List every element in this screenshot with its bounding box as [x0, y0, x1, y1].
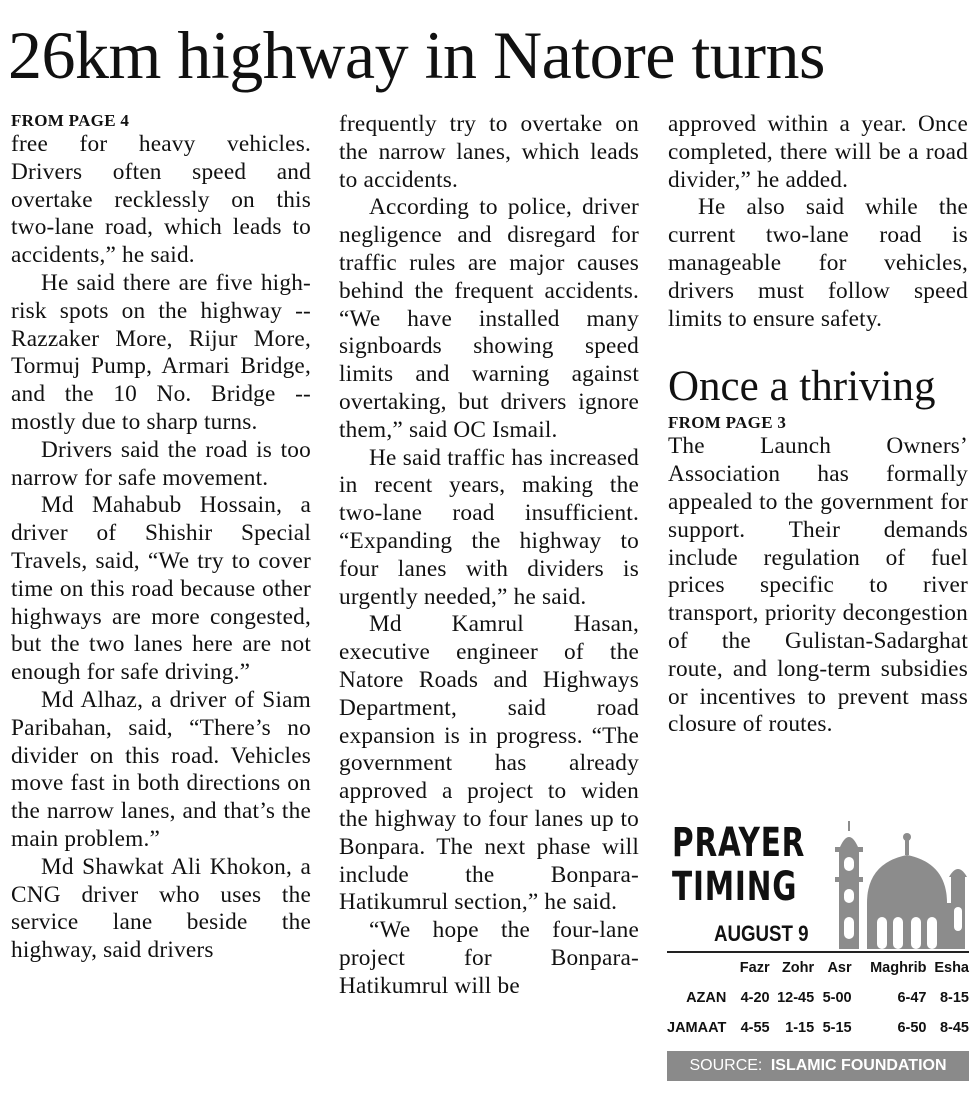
paragraph: Md Mahabub Hossain, a driver of Shishir Special Travels, said, “We try to cover time on this road because other highways are more congested, but the two lanes here are not enough for safe driving.”	[11, 492, 311, 686]
prayer-time: 5-15	[822, 1020, 852, 1036]
prayer-timing-box	[667, 817, 969, 1085]
paragraph: He also said while the current two-lane road is manageable for vehicles, drivers must follow speed limits to ensure safety.	[668, 194, 968, 332]
prayer-time: 1-15	[785, 1020, 815, 1036]
headline: 26km highway in Natore turns	[8, 17, 825, 93]
prayer-time: 12-45	[777, 990, 815, 1006]
row-label: AZAN	[686, 990, 727, 1006]
prayer-time: 5-00	[822, 990, 852, 1006]
prayer-time: 6-50	[897, 1020, 927, 1036]
paragraph: He said there are five high-risk spots on the highway -- Razzaker More, Rijur More, Tormuj Pump, Armari Bridge, and the 10 No. Bridge -- mostly due to sharp turns.	[11, 269, 311, 435]
source-bar	[667, 1051, 969, 1081]
paragraph: Md Kamrul Hasan, executive engineer of the Natore Roads and Highways Department, said road expansion is in progress. “The government has already approved a project to widen the highway to four lanes up to Bonpara. The next phase will include the Bonpara-Hatikumrul section,” he said.	[339, 611, 639, 916]
table-header: Zohr	[781, 960, 815, 976]
mosque-icon	[827, 817, 969, 951]
row-label: JAMAAT	[667, 1020, 727, 1036]
paragraph: Drivers said the road is too narrow for safe movement.	[11, 436, 311, 491]
table-header: Asr	[827, 960, 852, 976]
prayer-time: 8-45	[939, 1020, 969, 1036]
continued-from-kicker: FROM PAGE 3	[668, 413, 787, 433]
paragraph: frequently try to overtake on the narrow lanes, which leads to accidents.	[339, 111, 639, 193]
prayer-timing-title	[672, 821, 805, 909]
paragraph: Md Shawkat Ali Khokon, a CNG driver who uses the service lane beside the highway, said drivers	[11, 853, 311, 964]
prayer-time: 4-55	[740, 1020, 770, 1036]
prayer-time: 4-20	[740, 990, 770, 1006]
paragraph: approved within a year. Once completed, there will be a road divider,” he added.	[668, 111, 968, 193]
table-header	[667, 952, 728, 983]
table-header: Esha	[934, 960, 969, 976]
prayer-title-line: TIMING	[672, 864, 798, 910]
article-column-2	[339, 111, 639, 1001]
second-article-headline: Once a thriving	[668, 363, 936, 411]
continued-from-kicker: FROM PAGE 4	[11, 111, 130, 130]
paragraph: Md Alhaz, a driver of Siam Paribahan, said, “There’s no divider on this road. Vehicles move fast in both directions on the narrow lanes, and that’s the main problem.”	[11, 686, 311, 852]
source-name: ISLAMIC FOUNDATION	[770, 1057, 947, 1074]
prayer-time: 6-47	[897, 990, 927, 1006]
prayer-date: AUGUST 9	[714, 921, 809, 946]
paragraph: free for heavy vehicles. Drivers often speed and overtake recklessly on this two-lane road, which leads to accidents,” he said.	[11, 131, 311, 269]
paragraph: He said traffic has increased in recent years, making the two-lane road insufficient. “Expanding the highway to four lanes with dividers is urgently needed,” he said.	[339, 444, 639, 610]
article-column-1	[11, 111, 311, 965]
article-column-3	[668, 111, 968, 739]
table-row	[667, 983, 969, 1013]
source-label: SOURCE:	[689, 1057, 763, 1074]
prayer-time: 8-15	[939, 990, 969, 1006]
paragraph: “We hope the four-lane project for Bonpara-Hatikumrul will be	[339, 917, 639, 999]
paragraph: According to police, driver negligence and disregard for traffic rules are major causes behind the frequent accidents. “We have installed many signboards showing speed limits and warning against overtaking, but drivers ignore them,” said OC Ismail.	[339, 194, 639, 443]
prayer-title-line: PRAYER	[672, 820, 806, 866]
table-header-row	[667, 952, 969, 983]
paragraph: The Launch Owners’ Association has formally appealed to the government for support. Their demands include regulation of fuel prices specific to river transport, priority decongestion of the Gulistan-Sadarghat route, and long-term subsidies or incentives to prevent mass closure of routes.	[668, 433, 968, 738]
table-header: Maghrib	[870, 960, 927, 976]
table-row	[667, 1013, 969, 1043]
prayer-times-table	[667, 951, 969, 1043]
table-header: Fazr	[739, 960, 770, 976]
